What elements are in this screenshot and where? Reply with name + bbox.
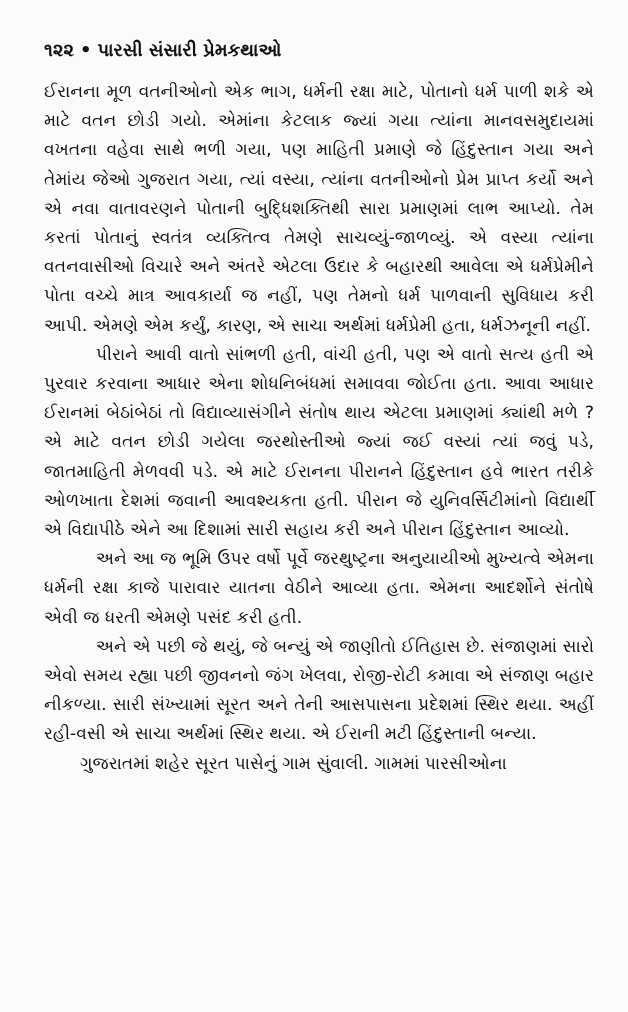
paragraph-4: અને એ પછી જે થયું, જે બન્યું એ જાણીતો ઈતિહાસ છે. સંજાણમાં સારો એવો સમય રહ્યા પછી જીવનનો જંગ ખેલવા, રોજી-રોટી કમાવા એ સંજાણ બહાર નીકળ્યા. સારી સંખ્યામાં સૂરત અને તેની આસપાસના પ્રદેશમાં સ્થિર થયા. અહીં રહી-વસી એ સાચા અર્થમાં સ્થિર થયા. એ ઈરાની મટી હિંદુસ્તાની બન્યા. <box>44 636 594 745</box>
paragraph-5: ગુજરાતમાં શહેર સૂરત પાસેનું ગામ સુંવાલી. ગામમાં પારસીઓના <box>80 753 507 774</box>
paragraph-2: પીરાને આવી વાતો સાંભળી હતી, વાંચી હતી, પણ એ વાતો સત્ય હતી એ પુરવાર કરવાના આધાર એના શોધનિબંધમાં સમાવવા જોઈતા હતા. આવા આધાર ઈરાનમાં બેઠાંબેઠાં તો વિદ્યાવ્યાસંગીને સંતોષ થાય એટલા પ્રમાણમાં ક્યાંથી મળે ? એ માટે વતન છોડી ગયેલા જરથોસ્તીઓ જ્યાં જઈ વસ્યાં ત્યાં જવું પડે, જાતમાહિતી મેળવવી પડે. એ માટે ઈરાનના પીરાનને હિંદુસ્તાન હવે ભારત તરીકે ઓળખાતા દેશમાં જવાની આવશ્યકતા હતી. પીરાન જે યુનિવર્સિટીમાંનો વિદ્યાર્થી એ વિદ્યાપીઠે એને આ દિશામાં સારી સહાય કરી અને પીરાન હિંદુસ્તાન આવ્યો. <box>44 344 594 541</box>
page-number: ૧૨૨ <box>44 40 74 61</box>
running-header <box>44 40 594 62</box>
paragraph-3: અને આ જ ભૂમિ ઉપર વર્ષો પૂર્વે જરથુષ્ટ્રના અનુયાયીઓ મુખ્યત્વે એમના ધર્મની રક્ષા કાજે પારાવાર યાતના વેઠીને આવ્યા હતા. એમના આદર્શોને સંતોષે એવી જ ધરતી એમણે પસંદ કરી હતી. <box>44 549 594 628</box>
paragraph-1: ઈરાનના મૂળ વતનીઓનો એક ભાગ, ધર્મની રક્ષા માટે, પોતાનો ધર્મ પાળી શકે એ માટે વતન છોડી ગયો. એમાંના કેટલાક જ્યાં ગયા ત્યાંના માનવસમુદાયમાં વખતના વહેવા સાથે ભળી ગયા, પણ માહિતી પ્રમાણે જે હિંદુસ્તાન ગયા અને તેમાંય જેઓ ગુજરાત ગયા, ત્યાં વસ્યા, ત્યાંના વતનીઓનો પ્રેમ પ્રાપ્ત કર્યો અને એ નવા વાતાવરણને પોતાની બુદ્ધિશક્તિથી સારા પ્રમાણમાં લાભ આપ્યો. તેમ કરતાં પોતાનું સ્વતંત્ર વ્યક્તિત્વ તેમણે સાચવ્યું-જાળવ્યું. એ વસ્યા ત્યાંના વતનવાસીઓ વિચારે અને અંતરે એટલા ઉદાર કે બહારથી આવેલા એ ધર્મપ્રેમીને પોતા વચ્ચે માત્ર આવકાર્યા જ નહીં, પણ તેમનો ધર્મ પાળવાની સુવિધાય કરી આપી. એમણે એમ કર્યું, કારણ, એ સાચા અર્થમાં ધર્મપ્રેમી હતા, ધર્મઝનૂની નહીં. <box>44 82 594 336</box>
header-bullet: • <box>79 40 92 61</box>
book-title: પારસી સંસારી પ્રેમકથાઓ <box>97 40 282 61</box>
body-text <box>44 78 594 779</box>
